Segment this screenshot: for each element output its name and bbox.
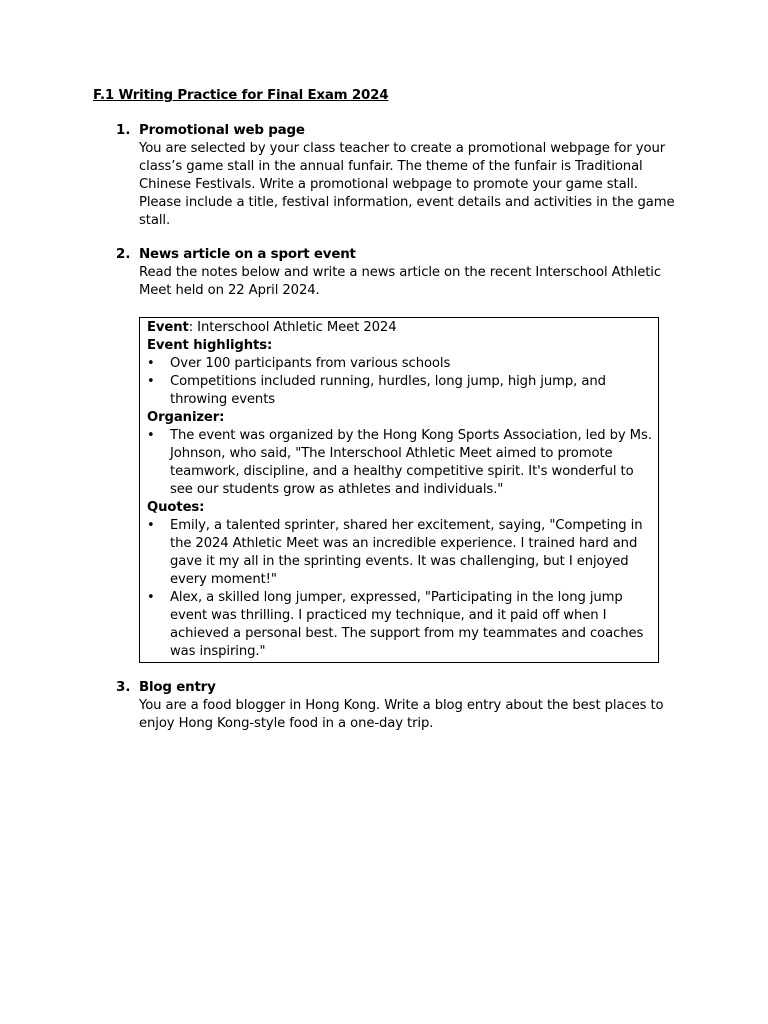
section-heading: Promotional web page [139, 123, 305, 138]
section-number: 1. [116, 123, 131, 138]
section-promotional-web-page [93, 122, 683, 230]
section-news-article [93, 246, 683, 300]
notes-box [139, 317, 659, 663]
section-blog-entry [93, 679, 683, 733]
section-text: Read the notes below and write a news article on the recent Interschool Athletic Meet held on 22 April 2024. [139, 265, 662, 298]
list-item: • Emily, a talented sprinter, shared her excitement, saying, "Competing in the 2024 Athletic Meet was an incredible experience. I trained hard and gave it my all in the sprinting events. It was challenging, but I enjoyed every moment!" [147, 517, 652, 589]
section-heading: News article on a sport event [139, 247, 356, 262]
document-title: F.1 Writing Practice for Final Exam 2024 [93, 88, 389, 103]
section-number: 3. [116, 680, 131, 695]
list-item: • Over 100 participants from various schools [147, 355, 652, 373]
section-heading: Blog entry [139, 680, 216, 695]
section-number: 2. [116, 247, 131, 262]
organizer-list [147, 427, 652, 499]
organizer-label: Organizer: [147, 410, 225, 425]
quotes-list [147, 517, 652, 661]
event-label: Event [147, 320, 189, 335]
list-item: • Competitions included running, hurdles, long jump, high jump, and throwing events [147, 373, 652, 409]
event-value: : Interschool Athletic Meet 2024 [188, 320, 397, 335]
event-line [147, 319, 652, 337]
document-page [93, 87, 683, 749]
section-text: You are a food blogger in Hong Kong. Write a blog entry about the best places to enjoy Hong Kong-style food in a one-day trip. [139, 698, 664, 731]
list-item: • The event was organized by the Hong Kong Sports Association, led by Ms. Johnson, who said, "The Interschool Athletic Meet aimed to promote teamwork, discipline, and a healthy competitive spirit. It's wonderful to see our students grow as athletes and individuals." [147, 427, 652, 499]
section-text: You are selected by your class teacher to create a promotional webpage for your class’s game stall in the annual funfair. The theme of the funfair is Traditional Chinese Festivals. Write a promotional webpage to promote your game stall. Please include a title, festival information, event details and activities in the game stall. [139, 141, 675, 228]
list-item: • Alex, a skilled long jumper, expressed, "Participating in the long jump event was thrilling. I practiced my technique, and it paid off when I achieved a personal best. The support from my teammates and coaches was inspiring." [147, 589, 652, 661]
highlights-list [147, 355, 652, 409]
quotes-label: Quotes: [147, 500, 205, 515]
highlights-label: Event highlights: [147, 338, 273, 353]
